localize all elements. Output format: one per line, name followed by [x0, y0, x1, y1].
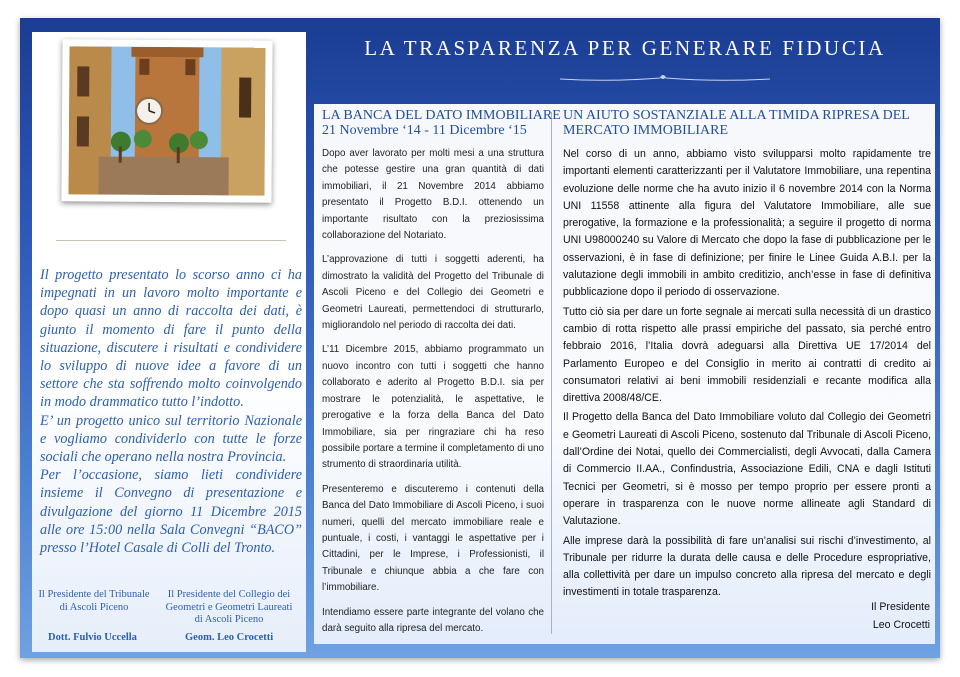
- column-banca-dato: [322, 146, 544, 645]
- signature-presidente-name: Leo Crocetti: [872, 619, 930, 631]
- banca-paragraph-4: Presenteremo e discuteremo i contenuti della Banca del Dato Immobiliare di Ascoli Piceno, i suoi numeri, quelli del mercato immobiliare reale e puntuale, i costi, i vantaggi le aspettative per i Cittadini, per le Imprese, i Professionisti, il Tribunale e chiunque abbia a che fare con l’immobiliare.: [322, 483, 544, 594]
- banca-paragraph-2: L’approvazione di tutti i soggetti aderenti, ha dimostrato la validità del Progetto del Tribunale di Ascoli Piceno e del Collegio dei Geometri e Geometri Laureati, permettendoci di strutturarlo, migliorandolo nel periodo di raccolta dei dati.: [322, 254, 544, 332]
- ornament-divider: [560, 72, 770, 86]
- signature-collegio: [162, 589, 296, 627]
- aiuto-paragraph-3: Il Progetto della Banca del Dato Immobiliare voluto dal Collegio dei Geometri e Geometri Laureati di Ascoli Piceno, sostenuto dal Tribunale di Ascoli Piceno, dall’Ordine dei Notai, quello dei Commercialisti, degli Avvocati, dalla Camera di Commercio II.AA., Confindustria, Associazione Edili, CNA e dagli Istituti Tecnici per Geometri, si è mosso per tempo proprio per essere pronti a operare in trasparenza con le nuove norme allineate agli Standard di Valutazione.: [563, 411, 931, 528]
- clock-tower-image: [68, 46, 265, 195]
- banca-paragraph-5: Intendiamo essere parte integrante del volano che darà seguito alla ripresa del mercato.: [322, 606, 544, 634]
- intro-paragraph-3: Per l’occasione, siamo lieti condividere insieme il Convegno di presentazione e divulgazione del giorno 11 Dicembre 2015 alle ore 15:00 nella Sala Convegni “BACO” presso l’Hotel Casale di Colli del Tronto.: [40, 467, 302, 557]
- intro-paragraph-1: Il progetto presentato lo scorso anno ci ha impegnati in un lavoro molto importante e dopo quasi un anno di raccolta dei dati, è giunto il momento di fare il punto della situazione, discutere i risultati e condividere lo sviluppo di nuove idee a favore di un settore che sta soffrendo molto coinvolgendo in modo drammatico tutto l’indotto.: [40, 267, 302, 411]
- signature-presidente-title: Il Presidente: [871, 601, 930, 613]
- aiuto-paragraph-4: Alle imprese darà la possibilità di fare un’analisi sui rischi d’investimento, al Tribunale per ridurre la durata delle causa e delle Procedure espropriative, alla collettività per dare un impulso concreto alla ripresa del mercato e degli investimenti in totale trasparenza.: [563, 534, 931, 599]
- signature-tribunale-place: di Ascoli Piceno: [59, 601, 129, 613]
- column-aiuto-sostanziale: [563, 146, 931, 604]
- signature-tribunale-role: Il Presidente del Tribunale: [38, 589, 150, 600]
- heading-banca-dato-dates: 21 Novembre ‘14 - 11 Dicembre ‘15: [322, 123, 527, 138]
- signature-collegio-place: di Ascoli Piceno: [194, 614, 264, 625]
- intro-paragraph-2: E’ un progetto unico sul territorio Nazionale e vogliamo condividerlo con tutte le forze sociali che operano nella nostra Provincia.: [40, 412, 302, 466]
- heading-aiuto-line-2: MERCATO IMMOBILIARE: [563, 123, 729, 138]
- divider-line: [56, 240, 286, 241]
- signature-collegio-name: Geom. Leo Crocetti: [185, 632, 274, 643]
- heading-banca-dato: [322, 108, 561, 138]
- clock-tower-photo: [61, 39, 272, 202]
- banca-paragraph-1: Dopo aver lavorato per molti mesi a una struttura che potesse gestire una gran quantità di dati immobiliari, il 21 Novembre 2014 abbiamo presentato il Progetto B.D.I. ottenendo un importante risultato con la preziosissima collaborazione del Notariato.: [322, 148, 544, 242]
- signature-collegio-role: Il Presidente del Collegio dei: [167, 589, 291, 600]
- banca-paragraph-3: L’11 Dicembre 2015, abbiamo programmato un nuovo incontro con tutti i soggetti che hanno collaborato e aderito al Progetto B.D.I. sia per mostrare le potenzialità, le aspettative, le prerogative e la forza della Banca del Dato Immobiliare, sia per ringraziare chi ha reso possibile portare a termine il completamento di uno strumento di straordinaria utilità.: [322, 344, 544, 471]
- heading-banca-dato-title: LA BANCA DEL DATO IMMOBILIARE: [322, 108, 561, 123]
- heading-aiuto-line-1: UN AIUTO SOSTANZIALE ALLA TIMIDA RIPRESA DEL: [563, 108, 910, 123]
- aiuto-paragraph-2: Tutto ciò sia per dare un forte segnale ai mercati sulla necessità di un drastico cambio di rotta rispetto alle prassi empiriche del passato, sia perché entro febbraio 2016, l’Italia dovrà adeguarsi alla Direttiva UE 17/2014 del Parlamento Europeo e del Consiglio in merito ai contratti di credito ai consumatori relativi ai beni immobili residenziali e recante modifica alla direttiva 2008/48/CE.: [563, 305, 931, 405]
- page-title: LA TRASPARENZA PER GENERARE FIDUCIA: [364, 36, 886, 60]
- aiuto-paragraph-1: Nel corso di un anno, abbiamo visto svilupparsi molto rapidamente tre importanti elementi caratterizzanti per il Valutatore Immobiliare, una repentina evoluzione delle norme che ha avuto inizio il 6 novembre 2014 con la Norma UNI 11558 attinente alla figura del Valutatore Immobiliare, alle sue prerogative, la formazione e la professionalità; a seguire il progetto di norma UNI U98000240 su Valore di Mercato che dopo la fase di pubblicazione per le osservazioni, è in fase di definizione; per finire le Linee Guida A.B.I. per la valutazione degli immobili in ambito creditizio, anch’esse in fase di definitiva pubblicazione dopo il periodo di osservazione.: [563, 148, 931, 299]
- intro-text: [40, 266, 302, 557]
- signature-collegio-role-2: Geometri e Geometri Laureati: [165, 601, 293, 613]
- signature-tribunale-name: Dott. Fulvio Uccella: [48, 632, 137, 643]
- signature-presidente: [800, 598, 930, 634]
- column-divider: [551, 112, 552, 634]
- heading-aiuto-sostanziale: [563, 108, 910, 138]
- signature-tribunale: [38, 589, 150, 614]
